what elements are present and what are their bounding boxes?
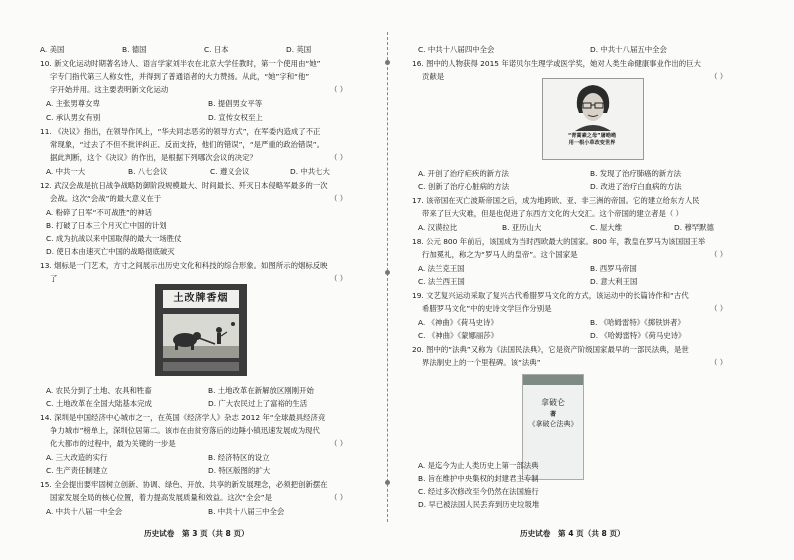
q19-option-a: A. 《神曲》《荷马史诗》 bbox=[418, 318, 498, 327]
q17-option-a: A. 汉谟拉比 bbox=[418, 223, 458, 232]
q18-line-1: 18. 公元 800 年前后，该国成为当时西欧最大的国家。800 年，教皇在罗马为该国国王举 bbox=[412, 237, 706, 246]
q18-option-a: A. 法兰克王国 bbox=[418, 264, 465, 273]
q14-line-1: 14. 深圳是中国经济中心城市之一，在英国《经济学人》杂志 2012 年“全球最具经济竞 bbox=[40, 413, 326, 422]
q18-option-c: C. 法兰西王国 bbox=[418, 277, 465, 286]
q11-option-c: C. 遵义会议 bbox=[210, 167, 250, 176]
q17-option-c: C. 屋大维 bbox=[590, 223, 623, 232]
q16-answer-blank[interactable]: （ ） bbox=[710, 72, 728, 81]
q9-option-b: B. 德国 bbox=[122, 45, 147, 54]
tu-youyou-portrait bbox=[542, 78, 644, 160]
q10-line-3: 字开始并用。这主要表明新文化运动 bbox=[50, 85, 169, 94]
q13-option-a: A. 农民分到了土地、农具和牲畜 bbox=[46, 386, 152, 395]
book-author-suffix: 著 bbox=[549, 411, 556, 418]
q10-option-c: C. 承认男女有别 bbox=[46, 113, 101, 122]
q19-answer-blank[interactable]: （ ） bbox=[710, 304, 728, 313]
q16-option-d: D. 改进了治疗白血病的方法 bbox=[590, 182, 682, 191]
q13-line-1: 13. 烟标是一门艺术，方寸之间展示出历史文化和科技的综合形象。如图所示的烟标反映 bbox=[40, 261, 328, 270]
portrait-face-illustration bbox=[571, 83, 615, 131]
q19-line-2: 希腊罗马文化”中的史诗文学巨作分别是 bbox=[422, 304, 552, 313]
q15-line-2: 国家发展全局的核心位置，着力提高发展质量和效益。这次“全会”是 bbox=[50, 493, 272, 502]
portrait-caption-line-1: “青蒿素之母”屠呦呦 bbox=[567, 133, 617, 139]
q14-option-b: B. 经济特区的设立 bbox=[208, 453, 270, 462]
right-page-footer: 历史试卷 第 4 页（共 8 页） bbox=[520, 529, 625, 538]
q11-line-1: 11. 《决议》指出，在领导作风上，“华夫同志恶劣的领导方式”，在军委内造成了不正 bbox=[40, 127, 321, 136]
q14-option-a: A. 三大改造的实行 bbox=[46, 453, 108, 462]
q12-option-a: A. 粉碎了日军“不可战胜”的神话 bbox=[46, 208, 152, 217]
q18-answer-blank[interactable]: （ ） bbox=[710, 250, 728, 259]
q20-option-a: A. 是迄今为止人类历史上第一部法典 bbox=[418, 461, 539, 470]
q14-option-c: C. 生产责任制建立 bbox=[46, 466, 108, 475]
q17-line-2: 带来了巨大灾难，但是也促进了东西方文化的大交汇。这个帝国的建立者是（ ） bbox=[422, 209, 684, 218]
q19-line-1: 19. 文艺复兴运动采取了复兴古代希腊罗马文化的方式，该运动中的长篇诗作和“古代 bbox=[412, 291, 689, 300]
q10-line-1: 10. 新文化运动时期著名诗人、语言学家刘半农在北京大学任教时，第一个使用由“她” bbox=[40, 59, 321, 68]
q16-line-2: 贡献是 bbox=[422, 72, 445, 81]
q11-line-2: 常现象，“过去了不但不批评纠正、反而支持，他们的错误”，“是严重的政治错误”。 bbox=[50, 140, 324, 149]
q14-line-2: 争力城市”榜单上，深圳位居第二。该市在由贫穷落后的边陲小镇迅速发展成为现代 bbox=[50, 426, 320, 435]
q11-line-3: 据此判断，这个《决议》的作出，是根据下列哪次会议的决定？ bbox=[50, 153, 257, 162]
q12-line-2: 会战。这次“会战”的最大意义在于 bbox=[50, 194, 162, 203]
portrait-caption-line-2: 用一根小草改变世界 bbox=[568, 139, 616, 146]
q16-line-1: 16. 图中的人物获得 2015 年诺贝尔生理学或医学奖，她对人类生命健康事业作出的巨大 bbox=[412, 59, 701, 68]
q9-option-a: A. 美国 bbox=[40, 45, 65, 54]
q18-line-2: 行加冕礼，称之为“罗马人的皇帝”。这个国家是 bbox=[422, 250, 578, 259]
q11-answer-blank[interactable]: （ ） bbox=[330, 153, 348, 162]
q11-option-b: B. 八七会议 bbox=[128, 167, 168, 176]
q15-option-b: B. 中共十八届三中全会 bbox=[208, 507, 285, 516]
book-author: 拿破仑 bbox=[541, 398, 565, 407]
q13-answer-blank[interactable]: （ ） bbox=[330, 274, 348, 283]
book-cover-band bbox=[523, 375, 583, 385]
q17-option-d: D. 穆罕默德 bbox=[674, 223, 714, 232]
q16-option-b: B. 发现了治疗肺癌的新方法 bbox=[590, 169, 682, 178]
q9-option-d: D. 英国 bbox=[286, 45, 312, 54]
q12-line-1: 12. 武汉会战是抗日战争战略防御阶段规模最大、时间最长、歼灭日本侵略军最多的一次 bbox=[40, 181, 328, 190]
q20-option-d: D. 早已被法国人民丢弃到历史垃圾堆 bbox=[418, 500, 540, 509]
q18-option-b: B. 西罗马帝国 bbox=[590, 264, 637, 273]
q10-option-d: D. 宣传女权至上 bbox=[208, 113, 263, 122]
q10-line-2: 字专门指代第三人称女性，并得到了普通语者的大力赞扬。从此，“她”字和“他” bbox=[50, 72, 310, 81]
q20-option-c: C. 经过多次修改至今仍然在法国施行 bbox=[418, 487, 539, 496]
cigarette-label-image bbox=[155, 284, 247, 376]
q15-answer-blank[interactable]: （ ） bbox=[330, 493, 348, 502]
left-page-footer: 历史试卷 第 3 页（共 8 页） bbox=[144, 529, 249, 538]
q17-option-b: B. 亚历山大 bbox=[502, 223, 542, 232]
q17-line-1: 17. 该帝国在灭亡波斯帝国之后，成为地跨欧、亚、非三洲的帝国。它的建立给东方人民 bbox=[412, 196, 700, 205]
q14-option-d: D. 特区版图的扩大 bbox=[208, 466, 271, 475]
portrait-caption bbox=[547, 133, 637, 147]
q13-option-d: D. 广大农民过上了富裕的生活 bbox=[208, 399, 308, 408]
q19-option-c: C. 《神曲》《蒙娜丽莎》 bbox=[418, 331, 499, 340]
q16-option-a: A. 开创了治疗疟疾的新方法 bbox=[418, 169, 509, 178]
q12-option-d: D. 使日本由速灭亡中国的战略彻底破灭 bbox=[46, 247, 175, 256]
page-divider bbox=[387, 32, 388, 522]
q13-option-c: C. 土地改革在全国大陆基本完成 bbox=[46, 399, 152, 408]
binding-dot bbox=[385, 480, 390, 485]
q15-option-a: A. 中共十八届一中全会 bbox=[46, 507, 123, 516]
q15-option-d: D. 中共十八届五中全会 bbox=[590, 45, 667, 54]
q14-answer-blank[interactable]: （ ） bbox=[330, 439, 348, 448]
binding-dot bbox=[385, 60, 390, 65]
q9-option-c: C. 日本 bbox=[204, 45, 229, 54]
right-page bbox=[412, 0, 757, 560]
q11-option-d: D. 中共七大 bbox=[290, 167, 330, 176]
q20-answer-blank[interactable]: （ ） bbox=[710, 358, 728, 367]
q14-line-3: 化大都市的过程中，最为关键的一步是 bbox=[50, 439, 176, 448]
q10-option-b: B. 提倡男女平等 bbox=[208, 99, 263, 108]
q18-option-d: D. 意大利王国 bbox=[590, 277, 638, 286]
plowing-scene-illustration bbox=[163, 314, 239, 358]
q20-line-1: 20. 图中的“法典”又称为《法国民法典》，它是资产阶级国家最早的一部民法典，是世 bbox=[412, 345, 689, 354]
q12-option-b: B. 打破了日本三个月灭亡中国的计划 bbox=[46, 221, 167, 230]
book-title: 《拿破仑法典》 bbox=[528, 420, 578, 428]
q16-option-c: C. 创新了治疗心脏病的方法 bbox=[418, 182, 510, 191]
left-page bbox=[40, 0, 370, 560]
q12-option-c: C. 成为抗战以来中国取得的最大一场胜仗 bbox=[46, 234, 182, 243]
binding-dot bbox=[385, 270, 390, 275]
q11-option-a: A. 中共一大 bbox=[46, 167, 86, 176]
q20-line-2: 界法制史上的一个里程碑。该“法典” bbox=[422, 358, 541, 367]
q19-option-d: D. 《哈姆雷特》《荷马史诗》 bbox=[590, 331, 686, 340]
q12-answer-blank[interactable]: （ ） bbox=[330, 194, 348, 203]
cigarette-label-footer bbox=[163, 362, 239, 371]
q13-line-2: 了 bbox=[50, 274, 58, 283]
q10-option-a: A. 主张男尊女卑 bbox=[46, 99, 100, 108]
cigarette-label-title: 土改牌香烟 bbox=[163, 290, 239, 308]
q10-answer-blank[interactable]: （ ） bbox=[330, 85, 348, 94]
q15-option-c: C. 中共十八届四中全会 bbox=[418, 45, 495, 54]
q13-option-b: B. 土地改革在新解放区刚刚开始 bbox=[208, 386, 314, 395]
q20-option-b: B. 旨在维护中央集权的封建君主专制 bbox=[418, 474, 539, 483]
q15-line-1: 15. 全会提出要牢固树立创新、协调、绿色、开放、共享的新发展理念，必须把创新摆在 bbox=[40, 480, 328, 489]
q19-option-b: B. 《哈姆雷特》《掷铁饼者》 bbox=[590, 318, 685, 327]
